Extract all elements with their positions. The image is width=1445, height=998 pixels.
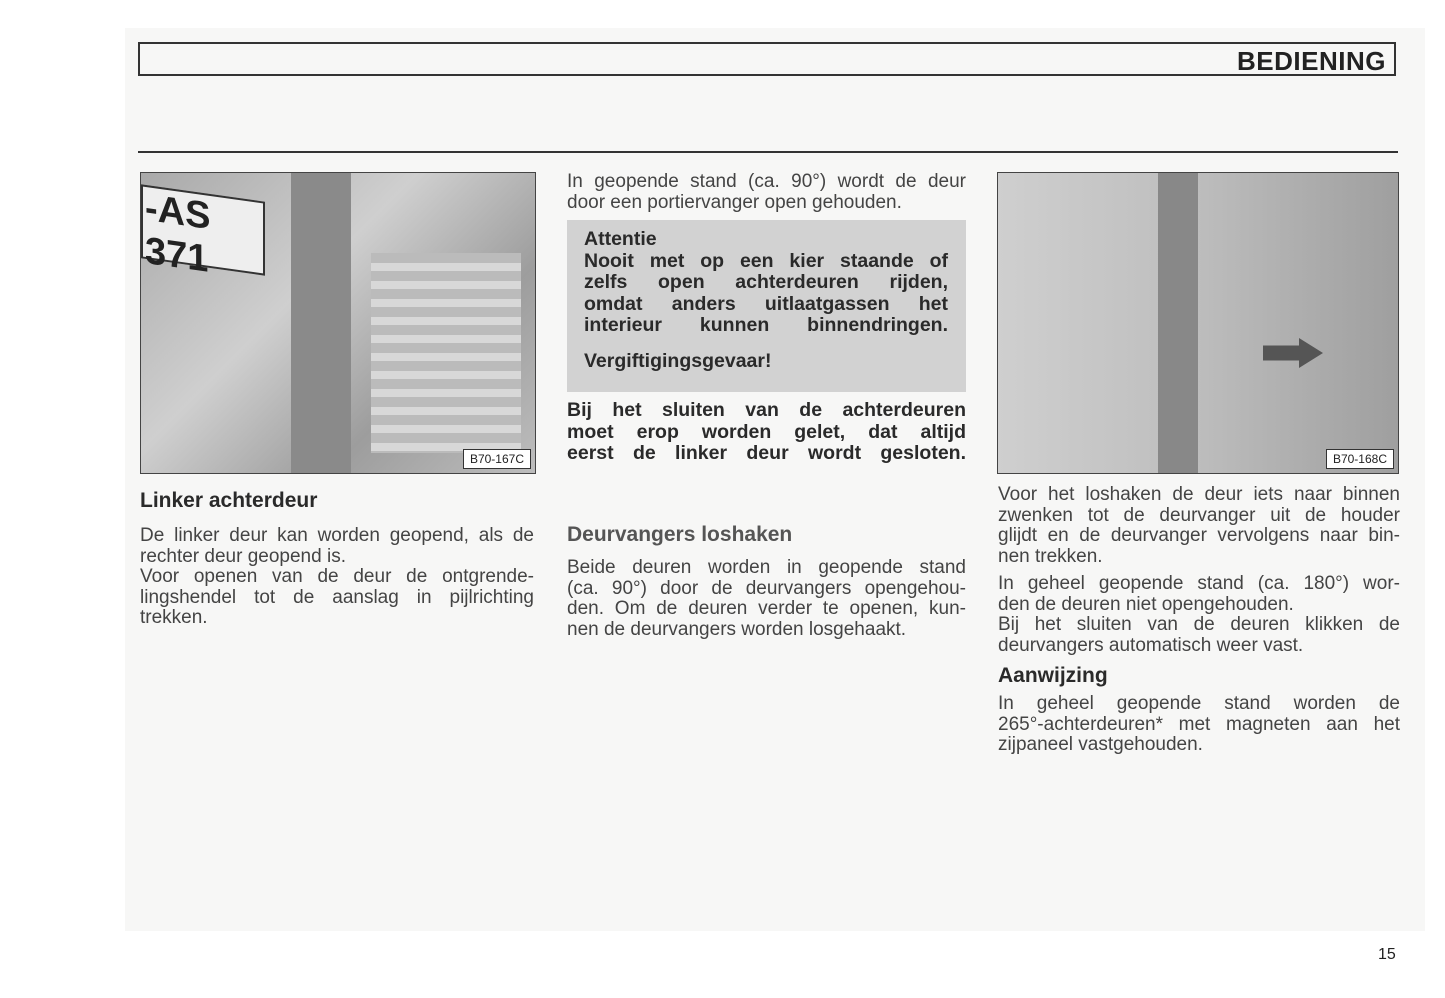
scanned-page [125, 28, 1425, 931]
text-line: den. Om de deuren verder te openen, kun- [567, 598, 966, 619]
divider [138, 151, 1398, 153]
text-line: In geheel geopende stand (ca. 180°) wor- [998, 573, 1400, 594]
text-line: De linker deur kan worden geopend, als de [140, 525, 534, 546]
heading-aanwijzing: Aanwijzing [998, 664, 1108, 687]
text-line: Nooit met op een kier staande of [584, 249, 948, 272]
text-line: lingshendel tot de aanslag in pijlrichting [140, 586, 534, 608]
text-line: deurvangers automatisch weer vast. [998, 634, 1304, 656]
text-line: In geopende stand (ca. 90°) wordt de deur [567, 171, 966, 192]
text-line: moet erop worden gelet, dat altijd [567, 420, 966, 443]
text-line: nen de deurvangers worden losgehaakt. [567, 618, 907, 640]
warning-title: Attentie [584, 228, 657, 250]
page-number: 15 [1378, 946, 1396, 963]
text-line: (ca. 90°) door de deurvangers opengehou- [567, 577, 966, 599]
text-line: zelfs open achterdeuren rijden, [584, 271, 948, 293]
right-note [998, 694, 1400, 756]
arrow-icon [1263, 338, 1323, 368]
text-line: door een portiervanger open gehouden. [567, 191, 902, 213]
license-plate: -AS 371 [141, 184, 265, 275]
header-box [138, 42, 1396, 76]
cargo-floor [371, 253, 521, 453]
text-line: rechter deur geopend is. [140, 545, 346, 567]
bold-note [567, 400, 966, 465]
text-line: Beide deuren worden in geopende stand [567, 557, 966, 578]
text-line: trekken. [140, 607, 208, 628]
text-line: nen trekken. [998, 545, 1103, 567]
text-line: In geheel geopende stand worden de [998, 693, 1400, 714]
door-edge [291, 173, 351, 474]
warning-text [584, 229, 948, 372]
text-line: Voor openen van de deur de ontgrende- [140, 566, 534, 587]
text-line: zijpaneel vastgehouden. [998, 734, 1203, 755]
text-line: zwenken tot de deurvanger uit de houder [998, 504, 1400, 526]
section-title: BEDIENING [1237, 46, 1386, 76]
figure-code: B70-167C [463, 449, 531, 469]
right-text [998, 485, 1400, 656]
text-line: eerst de linker deur wordt gesloten. [567, 442, 966, 464]
heading-deurvangers: Deurvangers loshaken [567, 523, 793, 546]
text-line: 265°-achterdeuren* met magneten aan het [998, 713, 1400, 735]
left-text [140, 526, 534, 629]
text-line: interieur kunnen binnendringen. [584, 314, 948, 336]
text-line: den de deuren niet opengehouden. [998, 593, 1294, 615]
figure-code: B70-168C [1326, 449, 1394, 469]
figure-door-catch [997, 172, 1399, 474]
text-line: omdat anders uitlaatgassen het [584, 292, 948, 315]
text-line: Bij het sluiten van de deuren klikken de [998, 614, 1400, 635]
door-pillar [1158, 173, 1198, 474]
warning-footer: Vergiftigingsgevaar! [584, 349, 772, 372]
figure-left-door [140, 172, 536, 474]
text-line: glijdt en de deurvanger vervolgens naar bin- [998, 525, 1400, 546]
middle-intro [567, 172, 966, 213]
text-line: Voor het loshaken de deur iets naar binnen [998, 484, 1400, 505]
text-line: Bij het sluiten van de achterdeuren [567, 399, 966, 421]
heading-linker-achterdeur: Linker achterdeur [140, 489, 318, 512]
middle-text [567, 558, 966, 640]
